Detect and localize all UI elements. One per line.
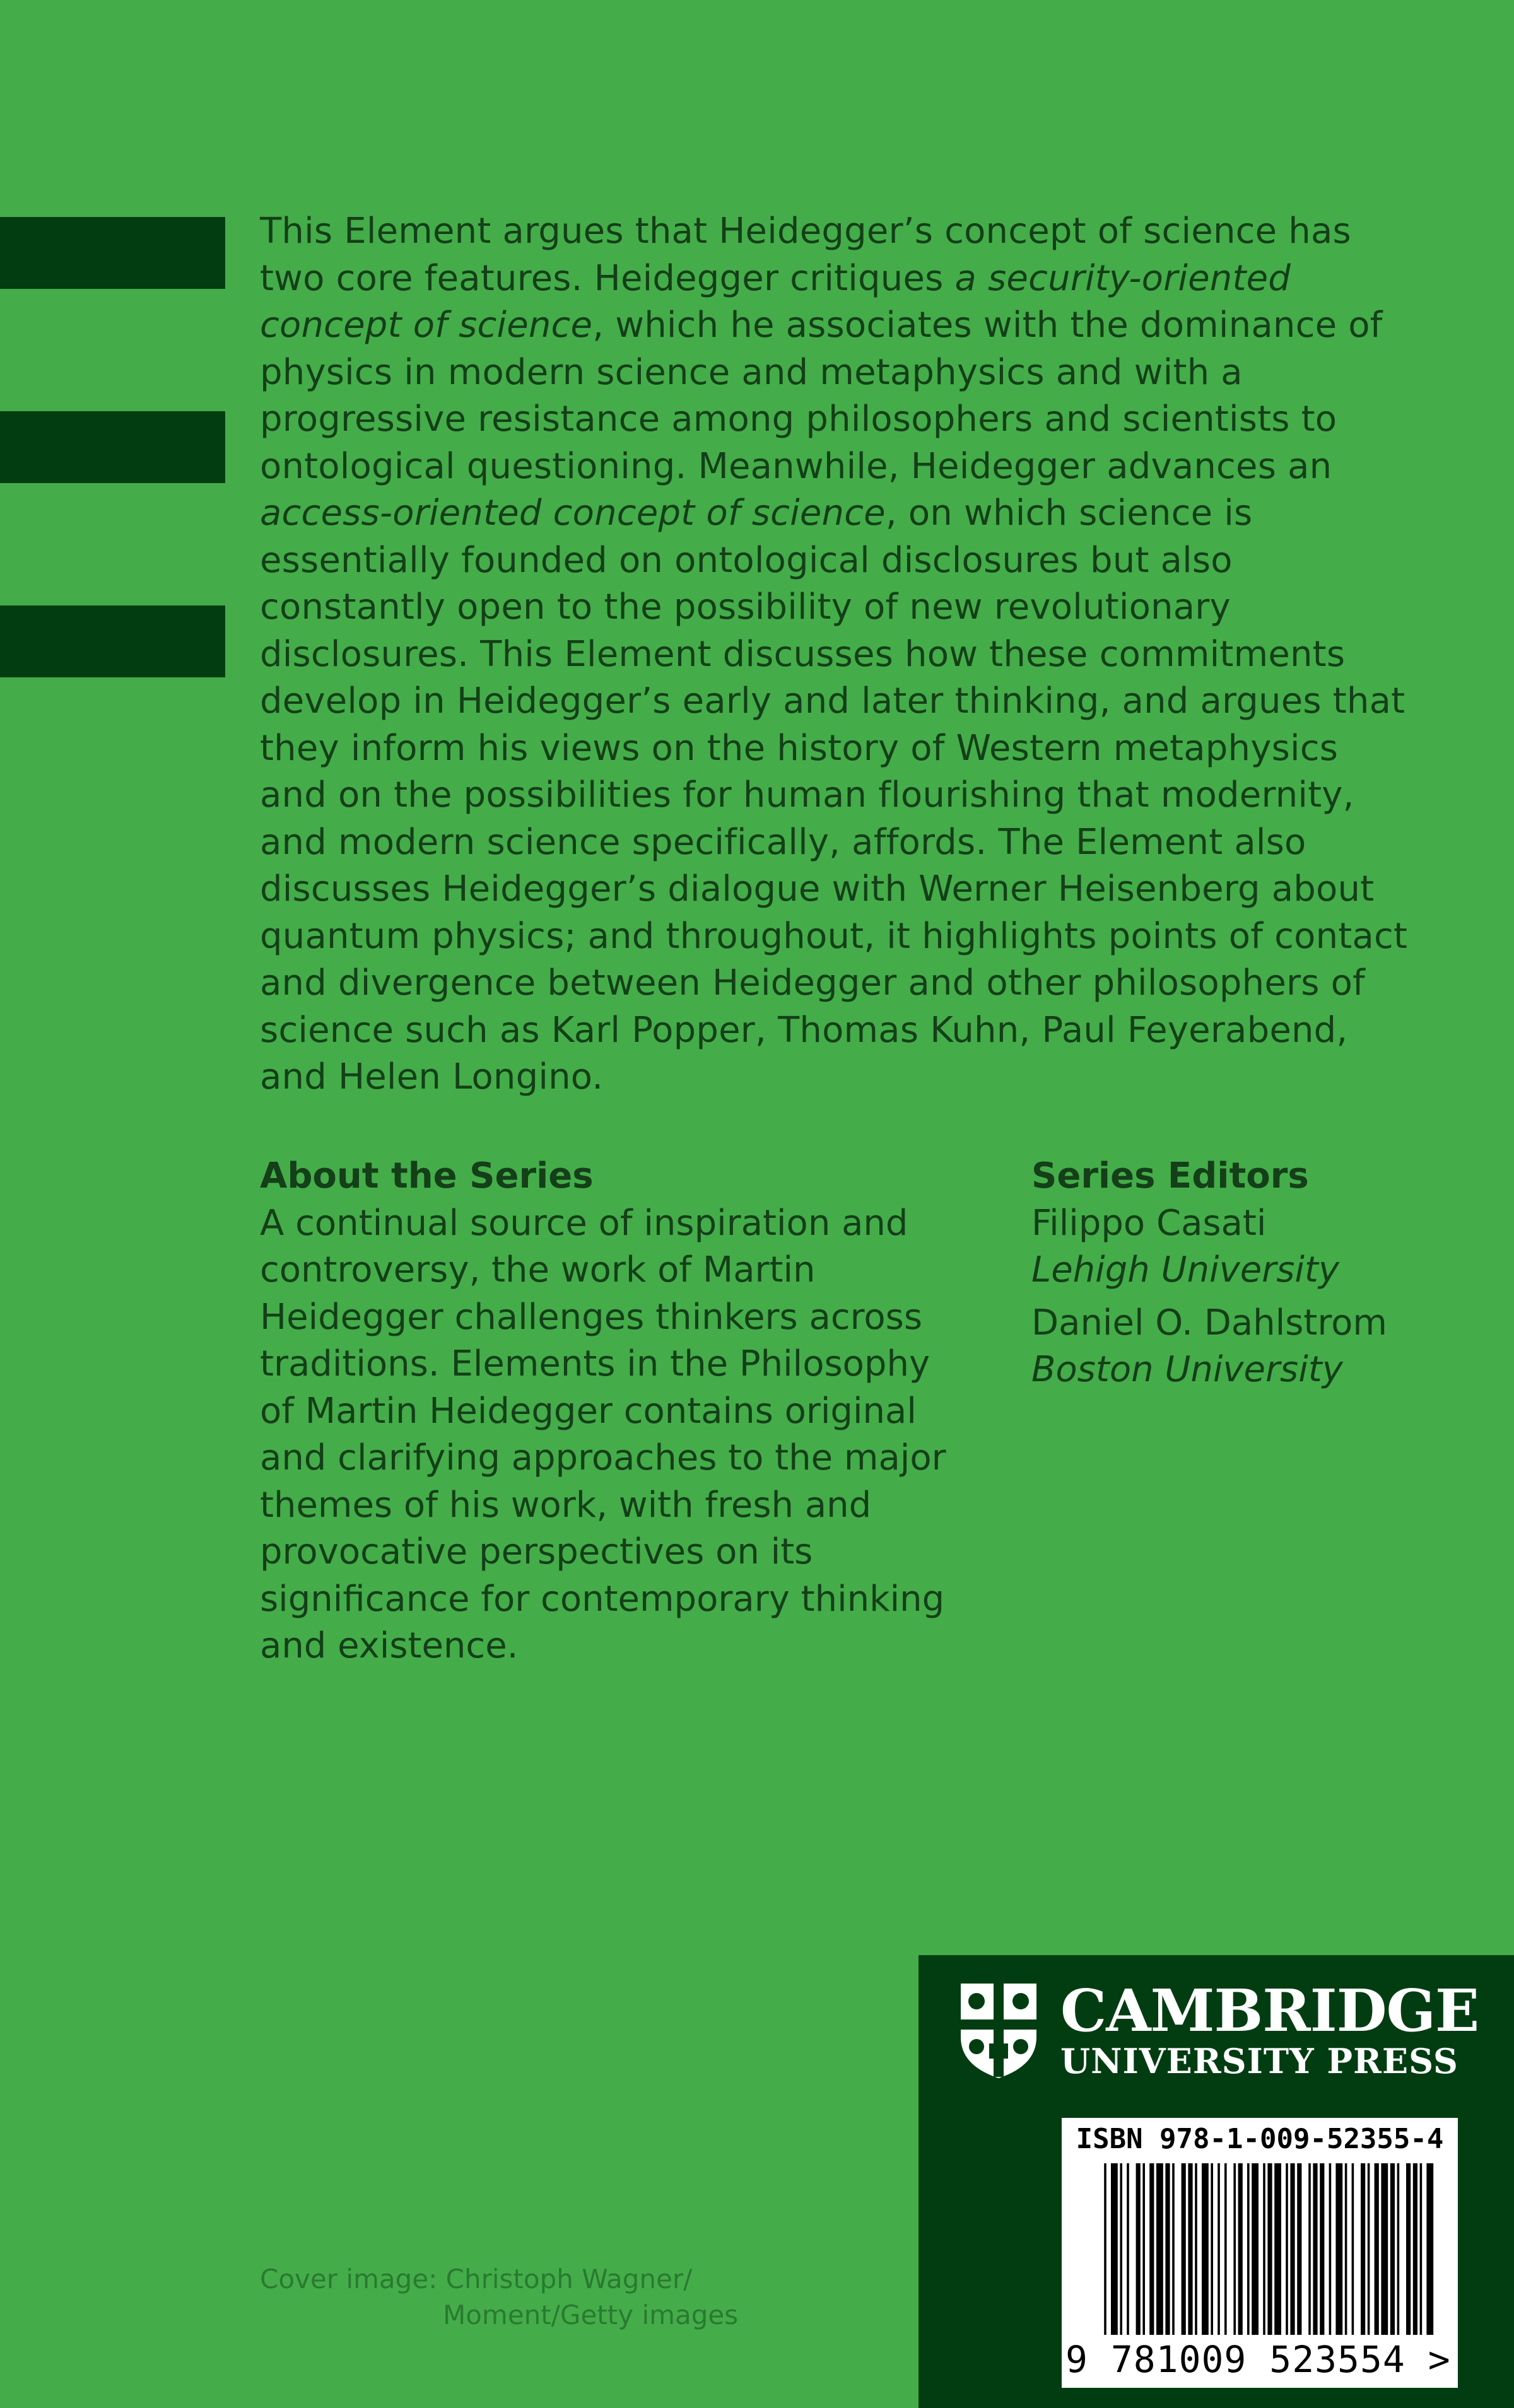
series-editors	[1031, 1153, 1473, 1394]
about-series	[260, 1153, 966, 1670]
about-series-text: A continual source of inspiration and controversy, the work of Martin Heidegger challenges thinkers across traditions. Elements in the Philosophy of Martin Heidegger contains original and clarifying approaches to the major themes of his work, with fresh and provocative perspectives on its significance for contemporary thinking and existence.	[260, 1202, 946, 1666]
editor-university: Lehigh University	[1031, 1249, 1340, 1290]
book-blurb	[260, 208, 1414, 1101]
barcode-digits: 9 781009 523554 >	[1065, 2338, 1451, 2381]
cambridge-shield-icon	[958, 1980, 1040, 2081]
publisher-name: CAMBRIDGE UNIVERSITY PRESS	[1060, 1977, 1479, 2081]
publisher-panel	[918, 1955, 1514, 2408]
isbn-barcode	[1062, 2118, 1458, 2388]
barcode-bars	[1074, 2163, 1447, 2335]
decorative-stripe	[0, 411, 225, 483]
editor-university: Boston University	[1031, 1349, 1343, 1390]
about-series-heading: About the Series	[260, 1155, 594, 1196]
decorative-stripe	[0, 605, 225, 677]
blurb-paragraph: This Element argues that Heidegger’s concept of science has two core features. Heidegger critiques a security-oriented concept of science, which he associates with the dominance of physics in modern science and metaphysics and with a progressive resistance among philosophers and scientists to ontological questioning. Meanwhile, Heidegger advances an access-oriented concept of science, on which science is essentially founded on ontological disclosures but also constantly open to the possibility of new revolutionary disclosures. This Element discusses how these commitments develop in Heidegger’s early and later thinking, and argues that they inform his views on the history of Western metaphysics and on the possibilities for human flourishing that modernity, and modern science specifically, affords. The Element also discusses Heidegger’s dialogue with Werner Heisenberg about quantum physics; and throughout, it highlights points of contact and divergence between Heidegger and other philosophers of science such as Karl Popper, Thomas Kuhn, Paul Feyerabend, and Helen Longino.	[260, 211, 1408, 1097]
decorative-stripe	[0, 217, 225, 289]
cover-image-credit: Cover image: Christoph Wagner/ Moment/Getty images	[260, 2264, 739, 2330]
series-editors-heading: Series Editors	[1031, 1155, 1309, 1196]
isbn-number: ISBN 978-1-009-52355-4	[1076, 2123, 1444, 2155]
editor-name: Filippo Casati	[1031, 1202, 1267, 1244]
editor-name: Daniel O. Dahlstrom	[1031, 1302, 1387, 1343]
